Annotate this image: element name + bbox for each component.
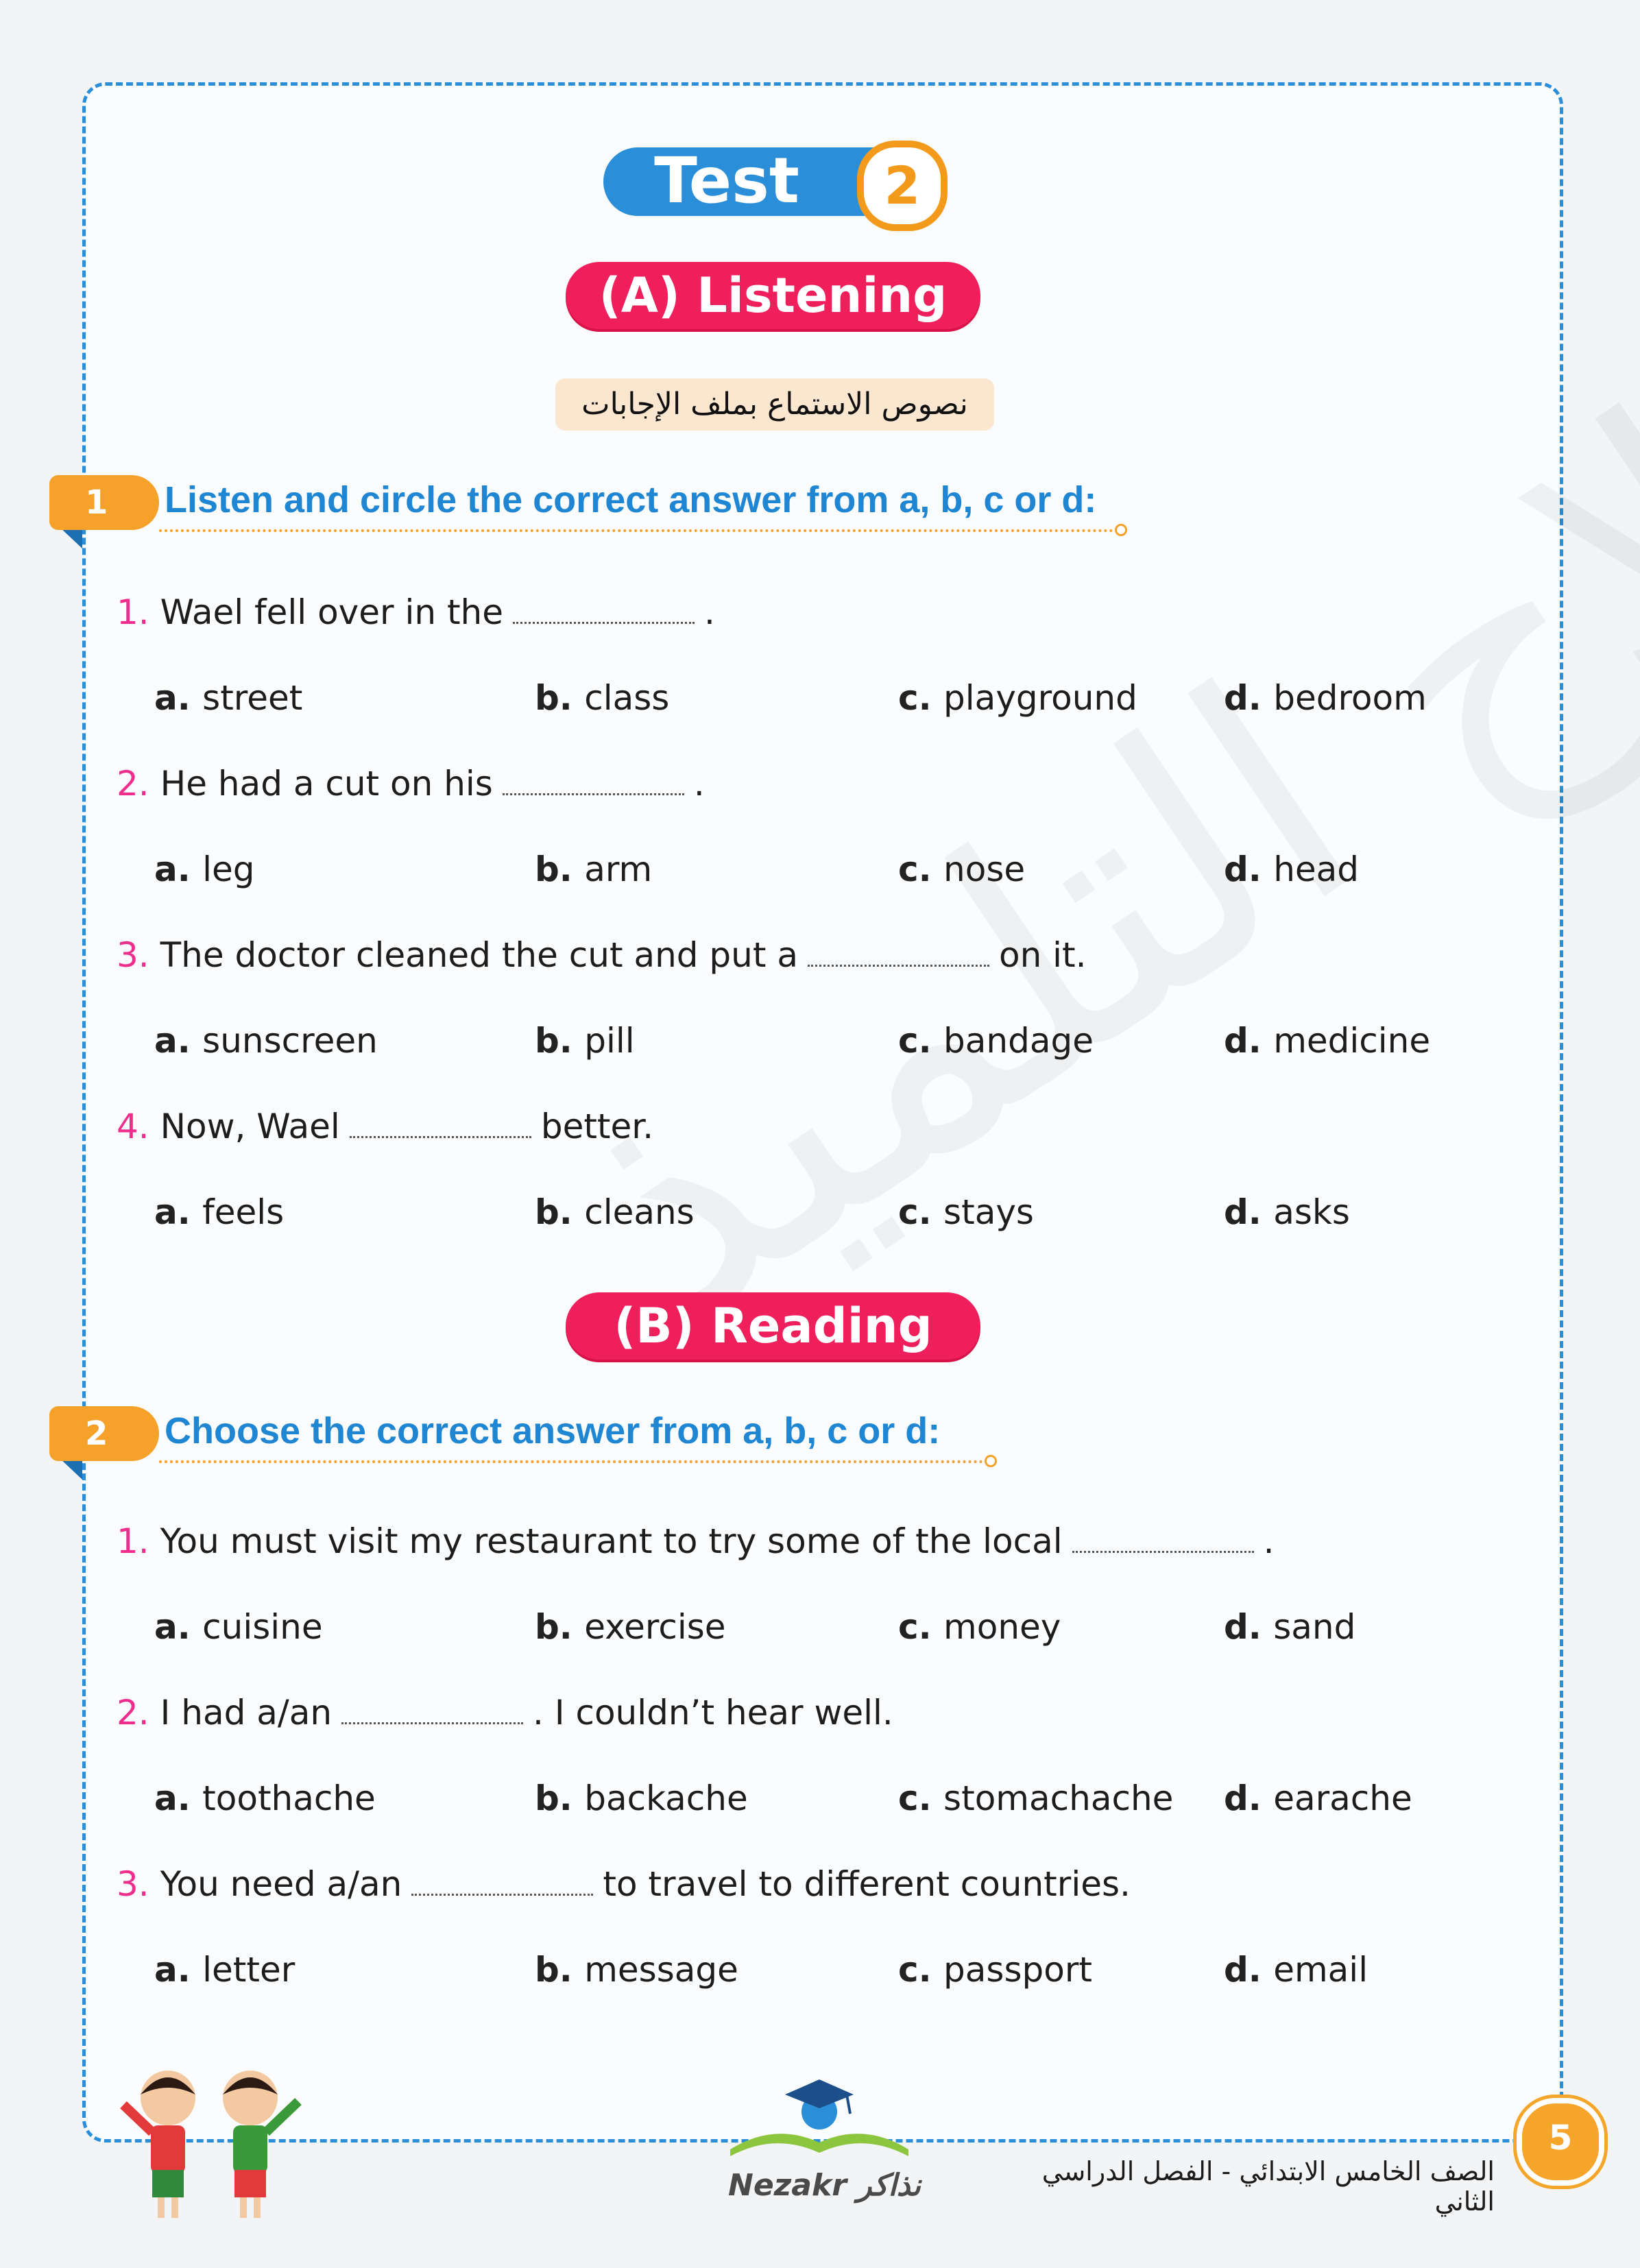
question-number: 1. <box>117 592 160 632</box>
question-text-before: Wael fell over in the <box>160 592 503 632</box>
option-text: medicine <box>1273 1021 1431 1061</box>
option-b[interactable] <box>535 1188 695 1236</box>
grade-semester-label: الصف الخامس الابتدائي - الفصل الدراسي الثاني <box>1041 2156 1495 2217</box>
option-letter: b. <box>535 1778 585 1818</box>
option-letter: d. <box>1224 1021 1274 1061</box>
option-a[interactable] <box>154 845 255 893</box>
question-text-after: . <box>693 764 705 804</box>
question-number: 1. <box>117 1521 160 1561</box>
option-a[interactable] <box>154 1188 284 1236</box>
question-text-before: You must visit my restaurant to try some of the local <box>160 1521 1063 1561</box>
option-letter: b. <box>535 849 585 889</box>
option-text: bedroom <box>1273 678 1427 718</box>
option-letter: a. <box>154 678 203 718</box>
question-text-before: You need a/an <box>160 1864 402 1904</box>
option-d[interactable] <box>1224 1774 1412 1822</box>
option-letter: d. <box>1224 1192 1274 1232</box>
option-c[interactable] <box>898 1774 1173 1822</box>
question-number: 2. <box>117 764 160 804</box>
answer-blank[interactable] <box>341 1702 523 1724</box>
answer-blank[interactable] <box>503 773 684 795</box>
option-text: head <box>1273 849 1360 889</box>
option-a[interactable] <box>154 1774 376 1822</box>
answer-blank[interactable] <box>350 1115 531 1138</box>
option-letter: b. <box>535 1950 585 1990</box>
option-letter: c. <box>898 1021 944 1061</box>
option-letter: a. <box>154 1607 203 1647</box>
option-letter: b. <box>535 1607 585 1647</box>
question-text-before: Now, Wael <box>160 1107 340 1146</box>
question-text-after: to travel to different countries. <box>603 1864 1131 1904</box>
test-title: Test <box>654 144 799 217</box>
option-text: letter <box>202 1950 296 1990</box>
option-text: cuisine <box>202 1607 323 1647</box>
option-d[interactable] <box>1224 1946 1368 1994</box>
option-b[interactable] <box>535 1946 738 1994</box>
option-text: earache <box>1273 1778 1412 1818</box>
option-text: class <box>584 678 670 718</box>
option-text: backache <box>584 1778 748 1818</box>
answer-blank[interactable] <box>411 1873 593 1896</box>
option-a[interactable] <box>154 1946 295 1994</box>
option-text: arm <box>584 849 653 889</box>
option-b[interactable] <box>535 1017 635 1065</box>
question-text-after: . <box>1263 1521 1275 1561</box>
question-3 <box>117 1860 1131 1908</box>
option-text: nose <box>943 849 1026 889</box>
option-d[interactable] <box>1224 674 1427 722</box>
option-c[interactable] <box>898 1603 1061 1651</box>
exercise-1-number-tab: 1 <box>49 475 159 530</box>
option-text: bandage <box>943 1021 1094 1061</box>
option-a[interactable] <box>154 674 302 722</box>
option-letter: a. <box>154 1021 203 1061</box>
question-number: 4. <box>117 1107 160 1146</box>
question-text-before: The doctor cleaned the cut and put a <box>160 935 798 975</box>
option-d[interactable] <box>1224 845 1359 893</box>
option-letter: d. <box>1224 678 1274 718</box>
option-letter: d. <box>1224 1950 1274 1990</box>
option-letter: a. <box>154 1192 203 1232</box>
exercise-2-instruction: Choose the correct answer from a, b, c or d: <box>165 1410 941 1451</box>
option-text: leg <box>202 849 255 889</box>
option-letter: b. <box>535 1192 585 1232</box>
question-number: 3. <box>117 1864 160 1904</box>
option-a[interactable] <box>154 1603 323 1651</box>
option-text: stomachache <box>943 1778 1174 1818</box>
option-text: playground <box>943 678 1137 718</box>
option-text: exercise <box>584 1607 726 1647</box>
option-b[interactable] <box>535 845 652 893</box>
option-a[interactable] <box>154 1017 378 1065</box>
option-letter: d. <box>1224 1607 1274 1647</box>
kids-illustration <box>110 2057 315 2228</box>
exercise-2-number-tab: 2 <box>49 1406 159 1461</box>
option-b[interactable] <box>535 674 669 722</box>
nezakr-logo-icon <box>720 2074 919 2163</box>
option-letter: a. <box>154 1950 203 1990</box>
option-b[interactable] <box>535 1774 748 1822</box>
section-listening-title: (A) Listening <box>566 262 980 329</box>
exercise-1-instruction: Listen and circle the correct answer from a, b, c or d: <box>165 479 1097 520</box>
option-c[interactable] <box>898 845 1025 893</box>
nezakr-logo-text: Nezakr نذاكر <box>728 2168 921 2203</box>
test-number-badge: 2 <box>857 141 948 231</box>
option-letter: c. <box>898 1778 944 1818</box>
question-text-after: on it. <box>998 935 1087 975</box>
option-text: street <box>202 678 303 718</box>
question-1 <box>117 1517 1275 1565</box>
option-letter: c. <box>898 849 944 889</box>
option-c[interactable] <box>898 674 1137 722</box>
option-text: sand <box>1273 1607 1356 1647</box>
option-c[interactable] <box>898 1188 1034 1236</box>
option-d[interactable] <box>1224 1603 1355 1651</box>
option-text: stays <box>943 1192 1034 1232</box>
question-text-after: . I couldn’t hear well. <box>533 1693 893 1733</box>
option-text: toothache <box>202 1778 376 1818</box>
question-2 <box>117 760 705 808</box>
option-c[interactable] <box>898 1017 1094 1065</box>
option-text: cleans <box>584 1192 695 1232</box>
instruction-underline <box>159 529 1119 532</box>
answer-blank[interactable] <box>1072 1530 1254 1553</box>
option-letter: c. <box>898 1950 944 1990</box>
option-letter: d. <box>1224 1778 1274 1818</box>
option-text: passport <box>943 1950 1093 1990</box>
option-letter: a. <box>154 849 203 889</box>
option-letter: c. <box>898 1192 944 1232</box>
option-letter: b. <box>535 678 585 718</box>
option-b[interactable] <box>535 1603 726 1651</box>
option-d[interactable] <box>1224 1017 1430 1065</box>
underline-end-dot <box>985 1455 997 1467</box>
listening-scripts-note: نصوص الاستماع بملف الإجابات <box>555 378 994 431</box>
question-3 <box>117 931 1087 979</box>
option-text: pill <box>584 1021 635 1061</box>
question-4 <box>117 1102 653 1150</box>
question-number: 3. <box>117 935 160 975</box>
instruction-underline <box>159 1460 989 1463</box>
page-number: 5 <box>1517 2098 1604 2186</box>
option-letter: c. <box>898 678 944 718</box>
question-number: 2. <box>117 1693 160 1733</box>
question-text-before: I had a/an <box>160 1693 333 1733</box>
question-text-before: He had a cut on his <box>160 764 493 804</box>
option-letter: d. <box>1224 849 1274 889</box>
option-text: email <box>1273 1950 1368 1990</box>
option-text: message <box>584 1950 738 1990</box>
option-letter: a. <box>154 1778 203 1818</box>
option-text: feels <box>202 1192 285 1232</box>
option-letter: b. <box>535 1021 585 1061</box>
answer-blank[interactable] <box>808 944 989 967</box>
question-1 <box>117 588 715 636</box>
section-reading-title: (B) Reading <box>566 1292 980 1360</box>
underline-end-dot <box>1115 524 1127 536</box>
option-d[interactable] <box>1224 1188 1350 1236</box>
option-c[interactable] <box>898 1946 1092 1994</box>
question-2 <box>117 1689 893 1737</box>
answer-blank[interactable] <box>513 601 695 624</box>
option-text: sunscreen <box>202 1021 378 1061</box>
option-text: asks <box>1273 1192 1350 1232</box>
option-text: money <box>943 1607 1061 1647</box>
option-letter: c. <box>898 1607 944 1647</box>
question-text-after: . <box>704 592 715 632</box>
question-text-after: better. <box>540 1107 654 1146</box>
